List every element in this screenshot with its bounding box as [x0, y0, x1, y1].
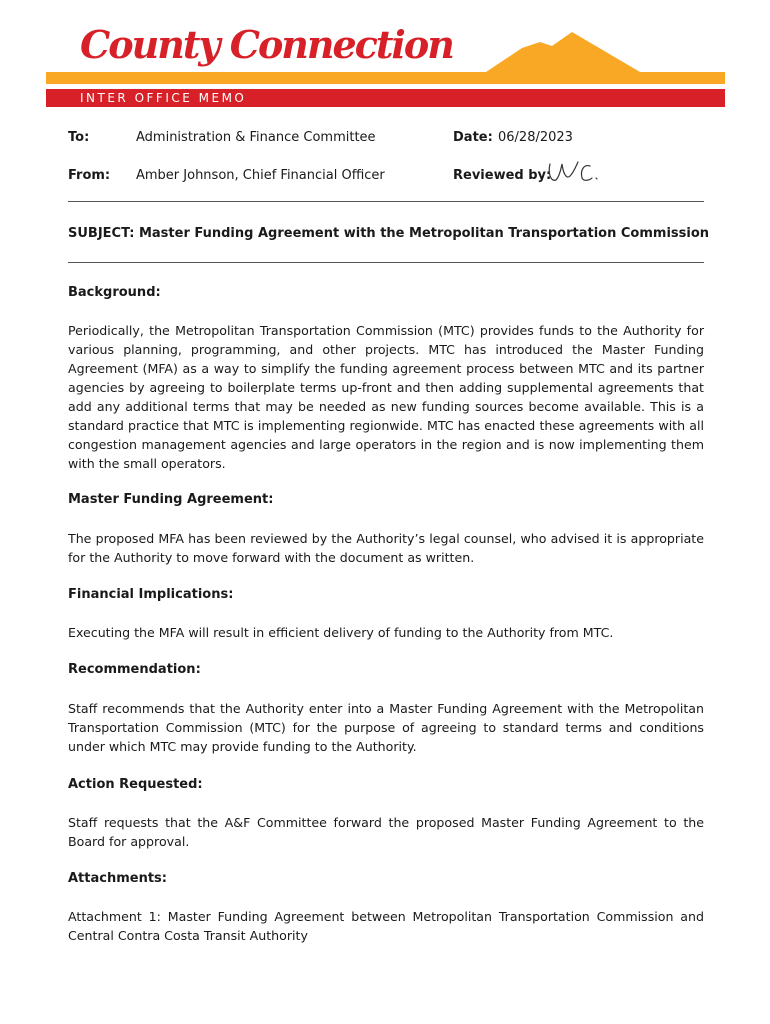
- reviewed-by-label: Reviewed by:: [453, 168, 552, 183]
- section-body-financial: Executing the MFA will result in efficient delivery of funding to the Authority from MTC.: [68, 625, 614, 640]
- section-heading-action: Action Requested:: [68, 777, 203, 792]
- date-label: Date:: [453, 130, 493, 145]
- section-body-recommendation: Staff recommends that the Authority enter into a Master Funding Agreement with the Metropolitan Transportation Commission (MTC) for the purpose of agreeing to standard terms and conditions under which MTC may provide funding to the Authority.: [68, 701, 704, 754]
- section-heading-financial: Financial Implications:: [68, 587, 234, 602]
- section-body-attachments: Attachment 1: Master Funding Agreement between Metropolitan Transportation Commission and Central Contra Costa Transit Authority: [68, 909, 704, 943]
- section-heading-attachments: Attachments:: [68, 871, 167, 886]
- section-body-background: Periodically, the Metropolitan Transportation Commission (MTC) provides funds to the Authority for various planning, programming, and other projects. MTC has introduced the Master Funding Agreement (MFA) as a way to simplify the funding agreement process between MTC and its partner agencies by agreeing to boilerplate terms up-front and then adding supplemental agreements that add any additional terms that may be needed as new funding sources become available. This is a standard practice that MTC is implementing regionwide. MTC has enacted these agreements with all congestion management agencies and large operators in the region and is now implementing them with the small operators.: [68, 323, 704, 471]
- from-label: From:: [68, 168, 111, 183]
- memo-banner: [46, 89, 725, 107]
- section-body-action: Staff requests that the A&F Committee forward the proposed Master Funding Agreement to the Board for approval.: [68, 815, 704, 849]
- section-heading-recommendation: Recommendation:: [68, 662, 201, 677]
- to-value: Administration & Finance Committee: [136, 130, 376, 145]
- to-label: To:: [68, 130, 90, 145]
- date-value: 06/28/2023: [498, 130, 573, 145]
- section-body-mfa: The proposed MFA has been reviewed by the Authority’s legal counsel, who advised it is appropriate for the Authority to move forward with the document as written.: [68, 531, 704, 565]
- reviewer-signature: [544, 158, 600, 188]
- section-heading-mfa: Master Funding Agreement:: [68, 492, 274, 507]
- company-logo: County Connection: [80, 22, 453, 67]
- from-value: Amber Johnson, Chief Financial Officer: [136, 168, 385, 183]
- header-divider: [68, 201, 704, 202]
- section-heading-background: Background:: [68, 285, 161, 300]
- subject-line: SUBJECT: Master Funding Agreement with the Metropolitan Transportation Commission: [68, 226, 710, 241]
- memo-label: INTER OFFICE MEMO: [80, 91, 247, 105]
- subject-divider: [68, 262, 704, 263]
